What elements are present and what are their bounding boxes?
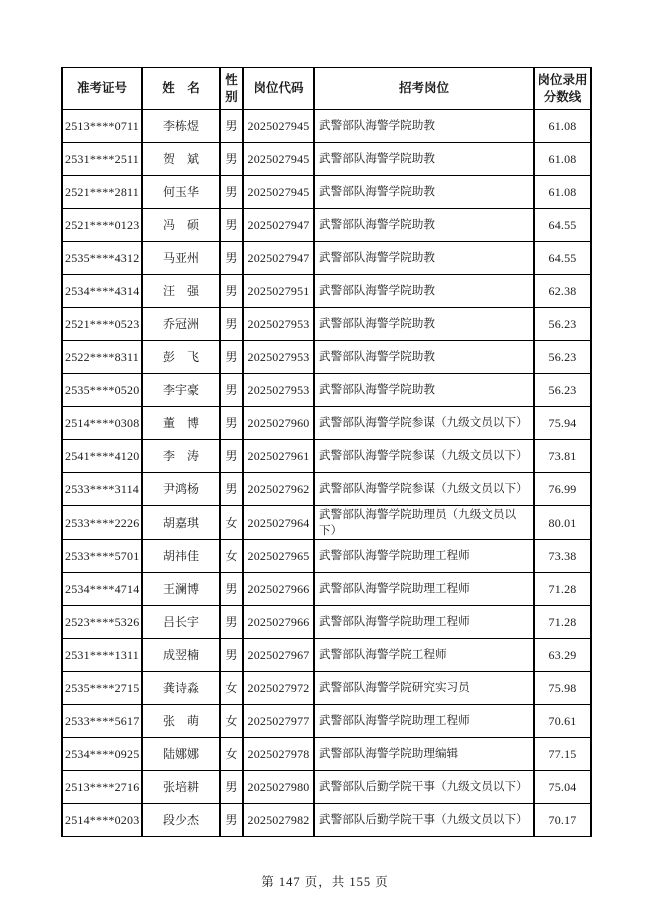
score-cell: 71.28 bbox=[534, 606, 591, 639]
job-code-cell: 2025027978 bbox=[243, 738, 314, 771]
gender-cell: 男 bbox=[220, 606, 243, 639]
job-code-cell: 2025027947 bbox=[243, 242, 314, 275]
ticket-no-cell: 2531****1311 bbox=[62, 639, 142, 672]
table-row bbox=[62, 143, 591, 176]
table-row bbox=[62, 606, 591, 639]
job-title-cell: 武警部队海警学院助教 bbox=[314, 209, 534, 242]
job-title-cell: 武警部队海警学院助理工程师 bbox=[314, 606, 534, 639]
table-row bbox=[62, 341, 591, 374]
score-cell: 61.08 bbox=[534, 176, 591, 209]
ticket-no-cell: 2531****2511 bbox=[62, 143, 142, 176]
ticket-no-cell: 2533****5617 bbox=[62, 705, 142, 738]
name-cell: 马亚州 bbox=[142, 242, 220, 275]
score-cell: 63.29 bbox=[534, 639, 591, 672]
job-title-cell: 武警部队后勤学院干事（九级文员以下） bbox=[314, 771, 534, 804]
gender-cell: 女 bbox=[220, 672, 243, 705]
job-title-cell: 武警部队海警学院工程师 bbox=[314, 639, 534, 672]
table-row bbox=[62, 738, 591, 771]
name-cell: 胡嘉琪 bbox=[142, 506, 220, 540]
gender-cell: 男 bbox=[220, 374, 243, 407]
gender-cell: 女 bbox=[220, 705, 243, 738]
header-job-title: 招考岗位 bbox=[314, 68, 534, 110]
ticket-no-cell: 2533****3114 bbox=[62, 473, 142, 506]
score-cell: 56.23 bbox=[534, 374, 591, 407]
score-cell: 70.17 bbox=[534, 804, 591, 837]
gender-cell: 男 bbox=[220, 176, 243, 209]
job-code-cell: 2025027960 bbox=[243, 407, 314, 440]
ticket-no-cell: 2523****5326 bbox=[62, 606, 142, 639]
name-cell: 乔冠洲 bbox=[142, 308, 220, 341]
score-cell: 77.15 bbox=[534, 738, 591, 771]
score-cell: 75.04 bbox=[534, 771, 591, 804]
job-code-cell: 2025027945 bbox=[243, 176, 314, 209]
job-code-cell: 2025027945 bbox=[243, 143, 314, 176]
gender-cell: 男 bbox=[220, 804, 243, 837]
job-title-cell: 武警部队海警学院助理员（九级文员以下） bbox=[314, 506, 534, 540]
job-code-cell: 2025027953 bbox=[243, 374, 314, 407]
gender-cell: 女 bbox=[220, 540, 243, 573]
job-title-cell: 武警部队海警学院助理编辑 bbox=[314, 738, 534, 771]
job-code-cell: 2025027953 bbox=[243, 308, 314, 341]
ticket-no-cell: 2534****0925 bbox=[62, 738, 142, 771]
header-ticket-no: 准考证号 bbox=[62, 68, 142, 110]
job-code-cell: 2025027966 bbox=[243, 606, 314, 639]
score-cell: 61.08 bbox=[534, 143, 591, 176]
score-cell: 64.55 bbox=[534, 242, 591, 275]
table-row bbox=[62, 573, 591, 606]
name-cell: 龚诗淼 bbox=[142, 672, 220, 705]
job-title-cell: 武警部队海警学院参谋（九级文员以下） bbox=[314, 473, 534, 506]
table-row bbox=[62, 176, 591, 209]
job-code-cell: 2025027972 bbox=[243, 672, 314, 705]
gender-cell: 男 bbox=[220, 209, 243, 242]
job-title-cell: 武警部队海警学院助教 bbox=[314, 143, 534, 176]
ticket-no-cell: 2521****2811 bbox=[62, 176, 142, 209]
name-cell: 段少杰 bbox=[142, 804, 220, 837]
table-row bbox=[62, 540, 591, 573]
job-code-cell: 2025027965 bbox=[243, 540, 314, 573]
ticket-no-cell: 2513****0711 bbox=[62, 110, 142, 143]
table-row bbox=[62, 110, 591, 143]
job-title-cell: 武警部队海警学院助教 bbox=[314, 308, 534, 341]
job-title-cell: 武警部队海警学院助理工程师 bbox=[314, 705, 534, 738]
score-cell: 75.94 bbox=[534, 407, 591, 440]
ticket-no-cell: 2514****0308 bbox=[62, 407, 142, 440]
score-cell: 62.38 bbox=[534, 275, 591, 308]
score-cell: 73.38 bbox=[534, 540, 591, 573]
name-cell: 吕长宇 bbox=[142, 606, 220, 639]
score-cell: 71.28 bbox=[534, 573, 591, 606]
job-code-cell: 2025027951 bbox=[243, 275, 314, 308]
job-code-cell: 2025027962 bbox=[243, 473, 314, 506]
gender-cell: 男 bbox=[220, 275, 243, 308]
ticket-no-cell: 2541****4120 bbox=[62, 440, 142, 473]
table-body bbox=[62, 110, 591, 837]
job-title-cell: 武警部队海警学院助教 bbox=[314, 242, 534, 275]
job-title-cell: 武警部队海警学院助教 bbox=[314, 110, 534, 143]
job-title-cell: 武警部队海警学院参谋（九级文员以下） bbox=[314, 440, 534, 473]
table-row bbox=[62, 275, 591, 308]
table-row bbox=[62, 407, 591, 440]
table-row bbox=[62, 705, 591, 738]
name-cell: 成翌楠 bbox=[142, 639, 220, 672]
ticket-no-cell: 2521****0523 bbox=[62, 308, 142, 341]
ticket-no-cell: 2535****4312 bbox=[62, 242, 142, 275]
score-cell: 56.23 bbox=[534, 341, 591, 374]
gender-cell: 女 bbox=[220, 738, 243, 771]
ticket-no-cell: 2535****2715 bbox=[62, 672, 142, 705]
job-title-cell: 武警部队后勤学院干事（九级文员以下） bbox=[314, 804, 534, 837]
table-row bbox=[62, 209, 591, 242]
name-cell: 陆娜娜 bbox=[142, 738, 220, 771]
ticket-no-cell: 2514****0203 bbox=[62, 804, 142, 837]
table-row bbox=[62, 242, 591, 275]
ticket-no-cell: 2534****4314 bbox=[62, 275, 142, 308]
job-code-cell: 2025027953 bbox=[243, 341, 314, 374]
gender-cell: 男 bbox=[220, 308, 243, 341]
score-table bbox=[61, 67, 592, 837]
name-cell: 李栋煜 bbox=[142, 110, 220, 143]
name-cell: 彭 飞 bbox=[142, 341, 220, 374]
job-code-cell: 2025027980 bbox=[243, 771, 314, 804]
table-row bbox=[62, 672, 591, 705]
name-cell: 何玉华 bbox=[142, 176, 220, 209]
header-gender: 性别 bbox=[220, 68, 243, 110]
table-row bbox=[62, 804, 591, 837]
table-row bbox=[62, 440, 591, 473]
job-code-cell: 2025027961 bbox=[243, 440, 314, 473]
name-cell: 尹鸿杨 bbox=[142, 473, 220, 506]
score-cell: 75.98 bbox=[534, 672, 591, 705]
job-code-cell: 2025027945 bbox=[243, 110, 314, 143]
ticket-no-cell: 2513****2716 bbox=[62, 771, 142, 804]
name-cell: 李 涛 bbox=[142, 440, 220, 473]
job-title-cell: 武警部队海警学院研究实习员 bbox=[314, 672, 534, 705]
name-cell: 汪 强 bbox=[142, 275, 220, 308]
gender-cell: 男 bbox=[220, 242, 243, 275]
gender-cell: 男 bbox=[220, 407, 243, 440]
gender-cell: 男 bbox=[220, 110, 243, 143]
name-cell: 李宇豪 bbox=[142, 374, 220, 407]
header-name: 姓 名 bbox=[142, 68, 220, 110]
gender-cell: 男 bbox=[220, 639, 243, 672]
job-code-cell: 2025027966 bbox=[243, 573, 314, 606]
table-row bbox=[62, 308, 591, 341]
job-code-cell: 2025027964 bbox=[243, 506, 314, 540]
job-code-cell: 2025027947 bbox=[243, 209, 314, 242]
gender-cell: 男 bbox=[220, 473, 243, 506]
page-number: 第 147 页，共 155 页 bbox=[261, 875, 389, 889]
gender-cell: 男 bbox=[220, 573, 243, 606]
score-cell: 56.23 bbox=[534, 308, 591, 341]
job-title-cell: 武警部队海警学院助教 bbox=[314, 374, 534, 407]
gender-cell: 女 bbox=[220, 506, 243, 540]
job-title-cell: 武警部队海警学院助教 bbox=[314, 341, 534, 374]
name-cell: 王澜博 bbox=[142, 573, 220, 606]
name-cell: 胡祎佳 bbox=[142, 540, 220, 573]
ticket-no-cell: 2521****0123 bbox=[62, 209, 142, 242]
score-cell: 70.61 bbox=[534, 705, 591, 738]
score-cell: 80.01 bbox=[534, 506, 591, 540]
name-cell: 张 萌 bbox=[142, 705, 220, 738]
job-title-cell: 武警部队海警学院助教 bbox=[314, 176, 534, 209]
name-cell: 董 博 bbox=[142, 407, 220, 440]
header-job-code: 岗位代码 bbox=[243, 68, 314, 110]
score-cell: 73.81 bbox=[534, 440, 591, 473]
score-cell: 61.08 bbox=[534, 110, 591, 143]
table-row bbox=[62, 506, 591, 540]
header-score-line: 岗位录用分数线 bbox=[534, 68, 591, 110]
table-row bbox=[62, 473, 591, 506]
score-cell: 76.99 bbox=[534, 473, 591, 506]
ticket-no-cell: 2522****8311 bbox=[62, 341, 142, 374]
table-row bbox=[62, 639, 591, 672]
name-cell: 张培耕 bbox=[142, 771, 220, 804]
gender-cell: 男 bbox=[220, 440, 243, 473]
job-title-cell: 武警部队海警学院参谋（九级文员以下） bbox=[314, 407, 534, 440]
job-title-cell: 武警部队海警学院助教 bbox=[314, 275, 534, 308]
ticket-no-cell: 2533****2226 bbox=[62, 506, 142, 540]
name-cell: 贺 斌 bbox=[142, 143, 220, 176]
table-row bbox=[62, 771, 591, 804]
ticket-no-cell: 2534****4714 bbox=[62, 573, 142, 606]
name-cell: 冯 硕 bbox=[142, 209, 220, 242]
table-row bbox=[62, 374, 591, 407]
job-code-cell: 2025027977 bbox=[243, 705, 314, 738]
job-code-cell: 2025027967 bbox=[243, 639, 314, 672]
gender-cell: 男 bbox=[220, 143, 243, 176]
ticket-no-cell: 2533****5701 bbox=[62, 540, 142, 573]
gender-cell: 男 bbox=[220, 341, 243, 374]
job-title-cell: 武警部队海警学院助理工程师 bbox=[314, 540, 534, 573]
job-code-cell: 2025027982 bbox=[243, 804, 314, 837]
gender-cell: 男 bbox=[220, 771, 243, 804]
job-title-cell: 武警部队海警学院助理工程师 bbox=[314, 573, 534, 606]
ticket-no-cell: 2535****0520 bbox=[62, 374, 142, 407]
table-header-row bbox=[62, 68, 591, 110]
score-cell: 64.55 bbox=[534, 209, 591, 242]
